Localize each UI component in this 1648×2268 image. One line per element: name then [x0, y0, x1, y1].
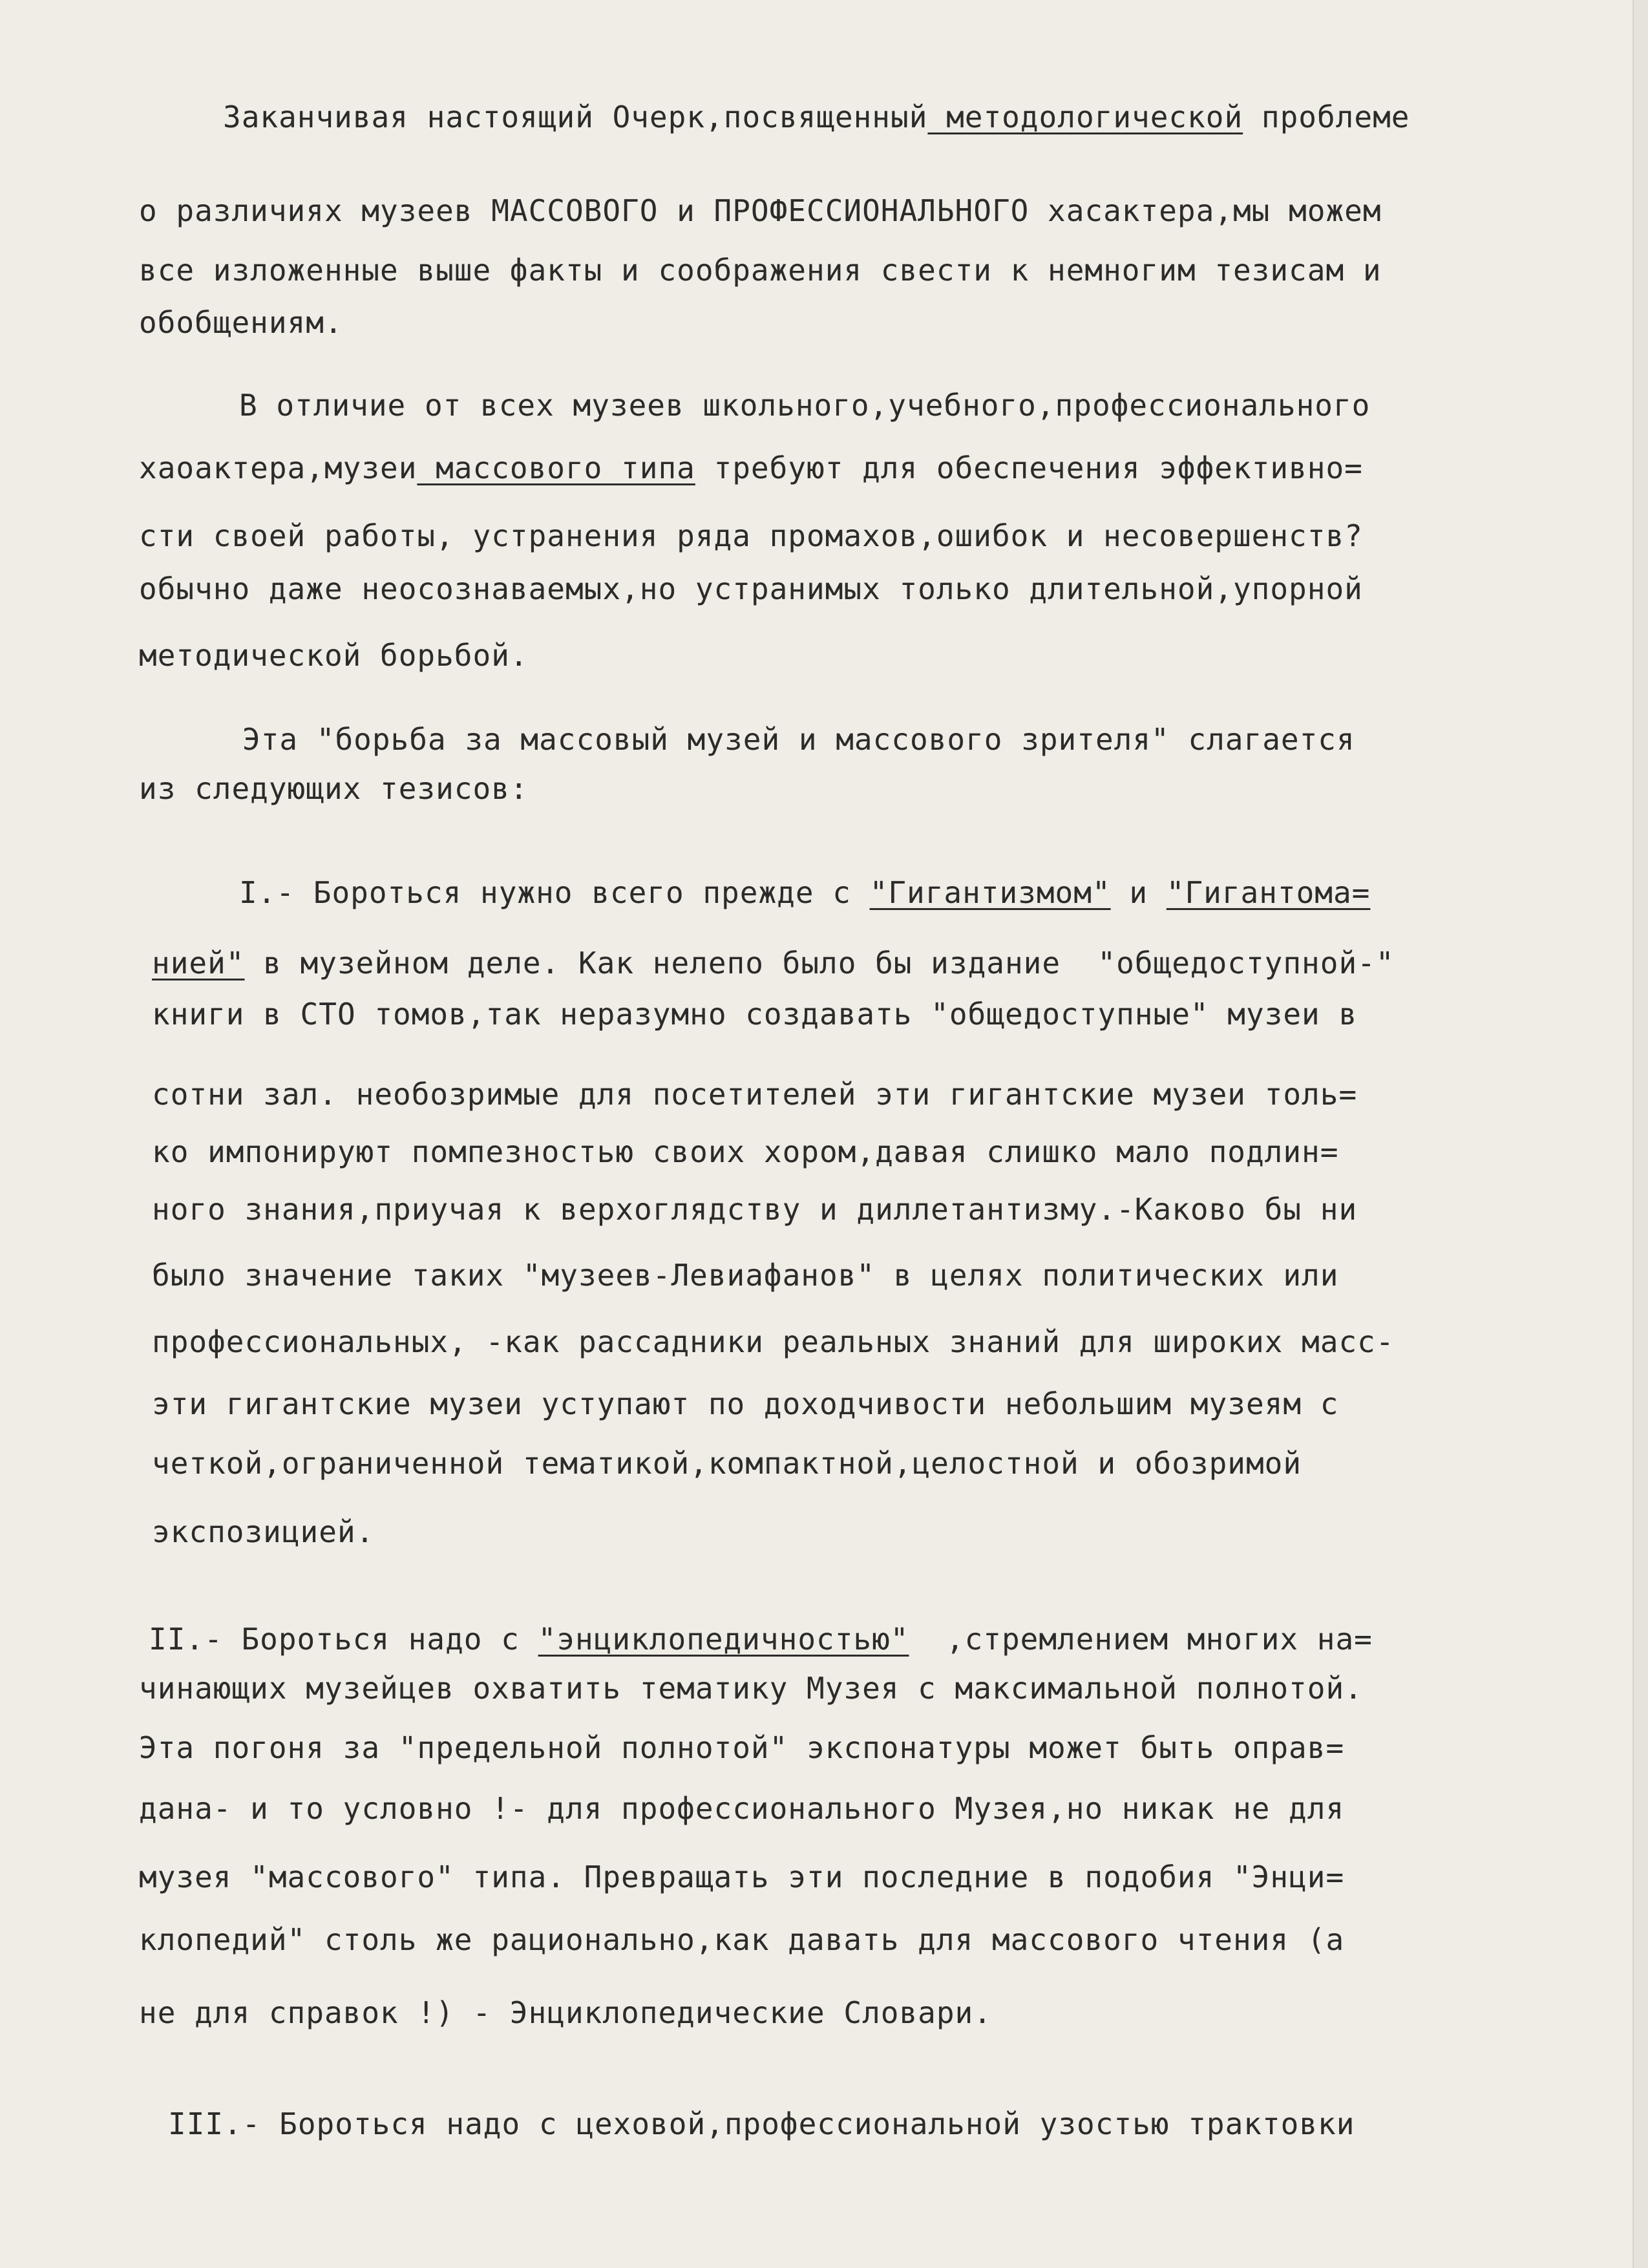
- text-run: профессиональных, -как рассадники реальных знаний для широких масс-: [152, 1324, 1395, 1359]
- text-run: обычно даже неосознаваемых,но устранимых только длительной,упорной: [139, 571, 1363, 606]
- text-run: чинающих музейцев охватить тематику Музея с максимальной полнотой.: [139, 1671, 1363, 1706]
- text-run: ко импонируют помпезностью своих хором,давая слишко мало подлин=: [152, 1134, 1339, 1169]
- text-run: В отличие от всех музеев школьного,учебного,профессионального: [239, 388, 1371, 423]
- text-run: ного знания,приучая к верхоглядству и диллетантизму.-Каково бы ни: [152, 1192, 1358, 1227]
- underlined-term: "Гигантизмом": [869, 875, 1111, 910]
- text-line: [149, 1620, 1373, 1659]
- text-line: [239, 386, 1370, 425]
- text-run: II.- Бороться надо с: [149, 1622, 538, 1657]
- underlined-term: "энциклопедичностью": [538, 1622, 909, 1657]
- text-run: сти своей работы, устранения ряда промахов,ошибок и несовершенств?: [139, 518, 1363, 553]
- text-line: [152, 1132, 1338, 1171]
- text-run: III.- Бороться надо с цеховой,профессиональной узостью трактовки: [168, 2106, 1355, 2141]
- text-line: [139, 569, 1363, 608]
- text-run: дана- и то условно !- для профессионального Музея,но никак не для: [139, 1791, 1345, 1826]
- text-run: экспозицией.: [152, 1514, 375, 1549]
- text-line: [139, 1993, 992, 2032]
- text-line: [139, 303, 343, 342]
- underlined-term: "Гигантома=: [1166, 875, 1371, 910]
- text-run: требуют для обеспечения эффективно=: [695, 450, 1363, 485]
- text-run: не для справок !) - Энциклопедические Словари.: [139, 1995, 992, 2030]
- text-run: книги в СТО томов,так неразумно создавать "общедоступные" музеи в: [152, 997, 1358, 1032]
- underlined-term: нией": [152, 946, 245, 980]
- underlined-term: массового типа: [417, 450, 695, 485]
- text-run: ,стремлением многих на=: [909, 1622, 1373, 1657]
- text-line: [152, 1322, 1395, 1361]
- text-line: [239, 873, 1370, 912]
- text-run: I.- Бороться нужно всего прежде с: [239, 875, 870, 910]
- text-line: [139, 449, 1363, 487]
- underlined-term: методологической: [927, 100, 1243, 134]
- text-line: [139, 1669, 1363, 1708]
- text-run: музея "массового" типа. Превращать эти последние в подобия "Энци=: [139, 1860, 1345, 1894]
- text-line: [139, 1789, 1344, 1828]
- text-line: [139, 636, 529, 675]
- text-line: [139, 769, 529, 808]
- text-line: [152, 995, 1357, 1033]
- text-line: [152, 1256, 1338, 1295]
- text-line: [242, 720, 1355, 759]
- text-line: [152, 1444, 1302, 1483]
- text-run: хаоактера,музеи: [139, 450, 417, 485]
- text-line: [152, 944, 1395, 982]
- text-line: [168, 2104, 1355, 2143]
- text-line: [152, 1190, 1357, 1229]
- text-line: [152, 1384, 1338, 1423]
- text-run: было значение таких "музеев-Левиафанов" в целях политических или: [152, 1258, 1339, 1293]
- text-run: Эта погоня за "предельной полнотой" экспонатуры может быть оправ=: [139, 1730, 1345, 1765]
- text-run: все изложенные выше факты и соображения свести к немногим тезисам и: [139, 253, 1382, 288]
- text-run: эти гигантские музеи уступают по доходчивости небольшим музеям с: [152, 1386, 1339, 1421]
- text-run: методической борьбой.: [139, 638, 529, 673]
- text-line: [139, 516, 1363, 555]
- text-run: Эта "борьба за массовый музей и массового зрителя" слагается: [242, 722, 1355, 757]
- text-run: в музейном деле. Как нелепо было бы издание "общедоступной-": [244, 946, 1395, 980]
- text-run: о различиях музеев МАССОВОГО и ПРОФЕССИОНАЛЬНОГО хасактера,мы можем: [139, 193, 1382, 228]
- text-run: из следующих тезисов:: [139, 771, 529, 806]
- text-line: [139, 191, 1382, 230]
- text-run: сотни зал. необозримые для посетителей эти гигантские музеи толь=: [152, 1077, 1358, 1112]
- text-run: проблеме: [1243, 100, 1410, 134]
- text-run: обобщениям.: [139, 305, 343, 340]
- text-line: [139, 251, 1382, 290]
- text-line: [152, 1075, 1357, 1114]
- text-line: [223, 98, 1410, 136]
- text-run: четкой,ограниченной тематикой,компактной,целостной и обозримой: [152, 1446, 1302, 1481]
- text-line: [139, 1858, 1344, 1896]
- page-edge: [1632, 0, 1648, 2268]
- text-run: клопедий" столь же рационально,как давать для массового чтения (а: [139, 1922, 1345, 1957]
- text-line: [139, 1728, 1344, 1767]
- text-line: [152, 1512, 374, 1551]
- text-run: Заканчивая настоящий Очерк,посвященный: [223, 100, 928, 134]
- text-line: [139, 1920, 1344, 1959]
- text-run: и: [1110, 875, 1167, 910]
